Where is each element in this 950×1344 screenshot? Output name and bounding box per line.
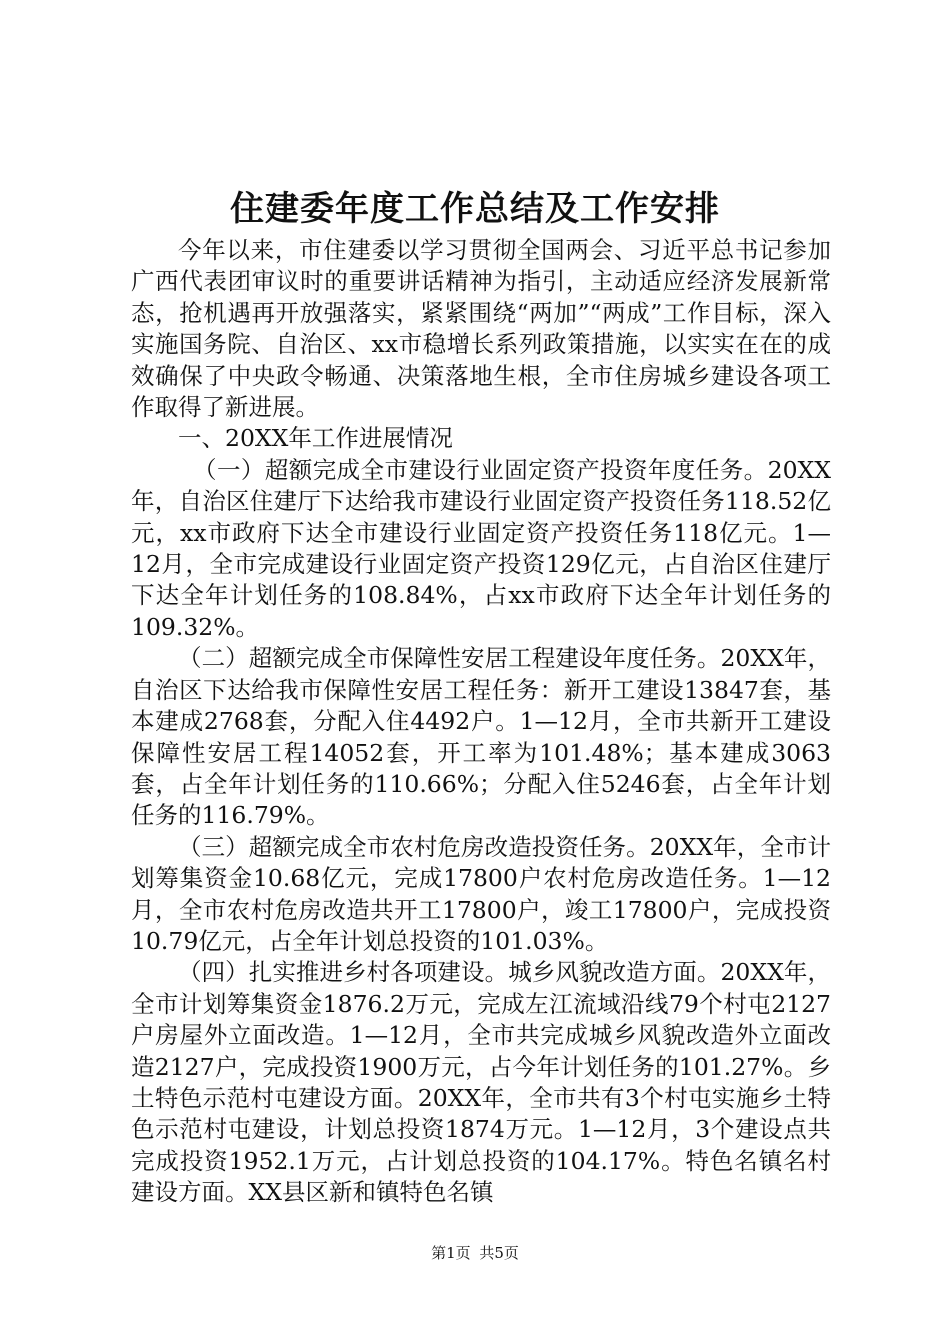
- section-heading: 一、20XX年工作进展情况: [178, 424, 453, 453]
- intro-paragraph: 今年以来，市住建委以学习贯彻全国两会、习近平总书记参加广西代表团审议时的重要讲话精神为指引，主动适应经济发展新常态，抢机遇再开放强落实，紧紧围绕“两加”“两成”工作目标，深入实施国务院、自治区、xx市稳增长系列政策措施，以实实在在的成效确保了中央政令畅通、决策落地生根，全市住房城乡建设各项工作取得了新进展。: [131, 236, 831, 422]
- paragraph-item-3: （三）超额完成全市农村危房改造投资任务。20XX年，全市计划筹集资金10.68亿元，完成17800户农村危房改造任务。1—12月，全市农村危房改造共开工17800户，竣工17800户，完成投资10.79亿元，占全年计划总投资的101.03%。: [131, 832, 831, 955]
- paragraph-item-4: （四）扎实推进乡村各项建设。城乡风貌改造方面。20XX年，全市计划筹集资金1876.2万元，完成左江流域沿线79个村屯2127户房屋外立面改造。1—12月，全市共完成城乡风貌改造外立面改造2127户，完成投资1900万元，占今年计划任务的101.27%。乡土特色示范村屯建设方面。20XX年，全市共有3个村屯实施乡土特色示范村屯建设，计划总投资1874万元。1—12月，3个建设点共完成投资1952.1万元，占计划总投资的104.17%。特色名镇名村建设方面。XX县区新和镇特色名镇: [131, 958, 831, 1207]
- page-number: 第1页: [431, 1244, 471, 1262]
- paragraph-item-1: （一）超额完成全市建设行业固定资产投资年度任务。20XX年，自治区住建厅下达给我市建设行业固定资产投资任务118.52亿元，xx市政府下达全市建设行业固定资产投资任务118亿元。1—12月，全市完成建设行业固定资产投资129亿元，占自治区住建厅下达全年计划任务的108.84%，占xx市政府下达全年计划任务的109.32%。: [131, 455, 831, 641]
- document-title: 住建委年度工作总结及工作安排: [230, 189, 720, 229]
- page-total: 共5页: [479, 1244, 519, 1262]
- paragraph-item-2: （二）超额完成全市保障性安居工程建设年度任务。20XX年，自治区下达给我市保障性安居工程任务：新开工建设13847套，基本建成2768套，分配入住4492户。1—12月，全市共新开工建设保障性安居工程14052套，开工率为101.48%；基本建成3063套，占全年计划任务的110.66%；分配入住5246套，占全年计划任务的116.79%。: [131, 644, 831, 830]
- page-footer: [0, 1243, 950, 1263]
- document-body: [131, 235, 831, 1209]
